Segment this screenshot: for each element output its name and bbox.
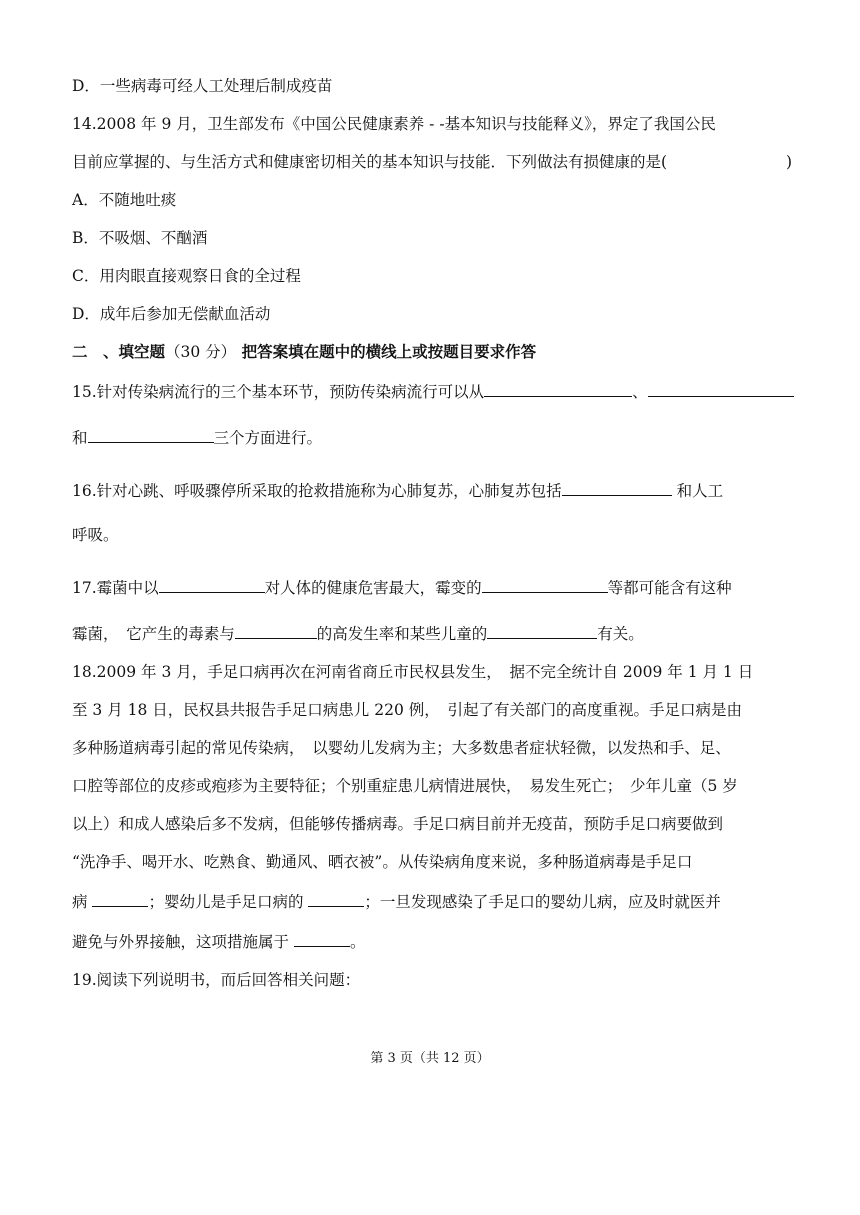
q18-line-5: 以上）和成人感染后多不发病，但能够传播病毒。手足口病目前并无疫苗，预防手足口病要做到 [72, 815, 724, 833]
q16-blank-1[interactable] [562, 477, 672, 496]
section-2-heading [72, 340, 792, 364]
q15-line-2 [72, 424, 792, 450]
q18-line-4: 口腔等部位的皮疹或疱疹为主要特征；个别重症患儿病情进展快， 易发生死亡； 少年儿童（5 岁 [72, 777, 738, 795]
q15-text-1: 15.针对传染病流行的三个基本环节，预防传染病流行可以从 [72, 383, 485, 401]
q18-blank-2[interactable] [308, 888, 364, 907]
q14-option-c: C．用肉眼直接观察日食的全过程 [72, 267, 301, 285]
q18-text-4: 避免与外界接触，这项措施属于 [72, 933, 294, 951]
q18-text-1: 病 [72, 893, 93, 911]
q18-line-3: 多种肠道病毒引起的常见传染病， 以婴幼儿发病为主；大多数患者症状轻微，以发热和手、足、 [72, 739, 731, 757]
q17-blank-4[interactable] [487, 620, 597, 639]
q18-text-5: 。 [349, 933, 366, 951]
q17-text-4: 霉菌， 它产生的毒素与 [72, 625, 235, 643]
section-2-title: 二 、填空题 [72, 343, 166, 361]
q14-line-1: 14.2008 年 9 月，卫生部发布《中国公民健康素养 - -基本知识与技能释义》，界定了我国公民 [72, 115, 716, 133]
q17-text-6: 有关。 [597, 625, 644, 643]
q15-separator: 、 [632, 383, 648, 401]
q16-line-1 [72, 477, 792, 503]
q14-line-2-text: 目前应掌握的、与生活方式和健康密切相关的基本知识与技能．下列做法有损健康的是( [72, 153, 668, 171]
q14-option-b: B．不吸烟、不酗酒 [72, 229, 208, 247]
q17-text-2: 对人体的健康危害最大，霉变的 [264, 579, 482, 597]
q18-blank-3[interactable] [294, 928, 350, 947]
q17-blank-2[interactable] [482, 574, 608, 593]
q17-blank-1[interactable] [159, 574, 265, 593]
q17-line-2 [72, 620, 792, 646]
q15-blank-2[interactable] [648, 378, 794, 397]
section-2-instruction: 把答案填在题中的横线上或按题目要求作答 [241, 343, 537, 361]
q17-line-1 [72, 574, 792, 600]
q18-line-1: 18.2009 年 3 月，手足口病再次在河南省商丘市民权县发生， 据不完全统计自 2009 年 1 月 1 日 [72, 663, 754, 681]
q16-text-1: 16.针对心跳、呼吸骤停所采取的抢救措施称为心肺复苏，心肺复苏包括 [72, 482, 562, 500]
q15-blank-1[interactable] [484, 378, 632, 397]
q14-answer-paren: ) [785, 153, 792, 171]
q14-option-d: D．成年后参加无偿献血活动 [72, 305, 271, 323]
q18-blank-1[interactable] [92, 888, 148, 907]
q19-line-1: 19.阅读下列说明书，而后回答相关问题： [72, 971, 361, 989]
q18-line-8 [72, 928, 792, 954]
page-footer: 第 3 页（共 12 页） [370, 1051, 490, 1066]
q14-line-2 [72, 150, 792, 174]
q18-line-7 [72, 888, 792, 914]
q16-text-2: 和人工 [676, 482, 724, 500]
q13-option-d: D．一些病毒可经人工处理后制成疫苗 [72, 77, 333, 95]
q17-text-5: 的高发生率和某些儿童的 [316, 625, 488, 643]
q16-line-2: 呼吸。 [72, 526, 119, 544]
q15-text-3: 三个方面进行。 [213, 429, 323, 447]
q15-blank-3[interactable] [88, 424, 214, 443]
q18-line-2: 至 3 月 18 日，民权县共报告手足口病患儿 220 例， 引起了有关部门的高度重视。手足口病是由 [72, 701, 742, 719]
q18-line-6: “洗净手、喝开水、吃熟食、勤通风、晒衣被”。从传染病角度来说，多种肠道病毒是手足口 [72, 853, 693, 871]
q15-line-1 [72, 378, 792, 404]
q17-text-1: 17.霉菌中以 [72, 579, 159, 597]
q17-text-3: 等都可能含有这种 [607, 579, 732, 597]
section-2-score: （30 分） [165, 343, 237, 361]
q18-text-2: ；婴幼儿是手足口病的 [148, 893, 309, 911]
page-content [72, 74, 792, 992]
q14-option-a: A．不随地吐痰 [72, 191, 177, 209]
q17-blank-3[interactable] [235, 620, 317, 639]
q15-text-2: 和 [72, 429, 88, 447]
q18-text-3: ；一旦发现感染了手足口的婴幼儿病，应及时就医并 [364, 893, 721, 911]
